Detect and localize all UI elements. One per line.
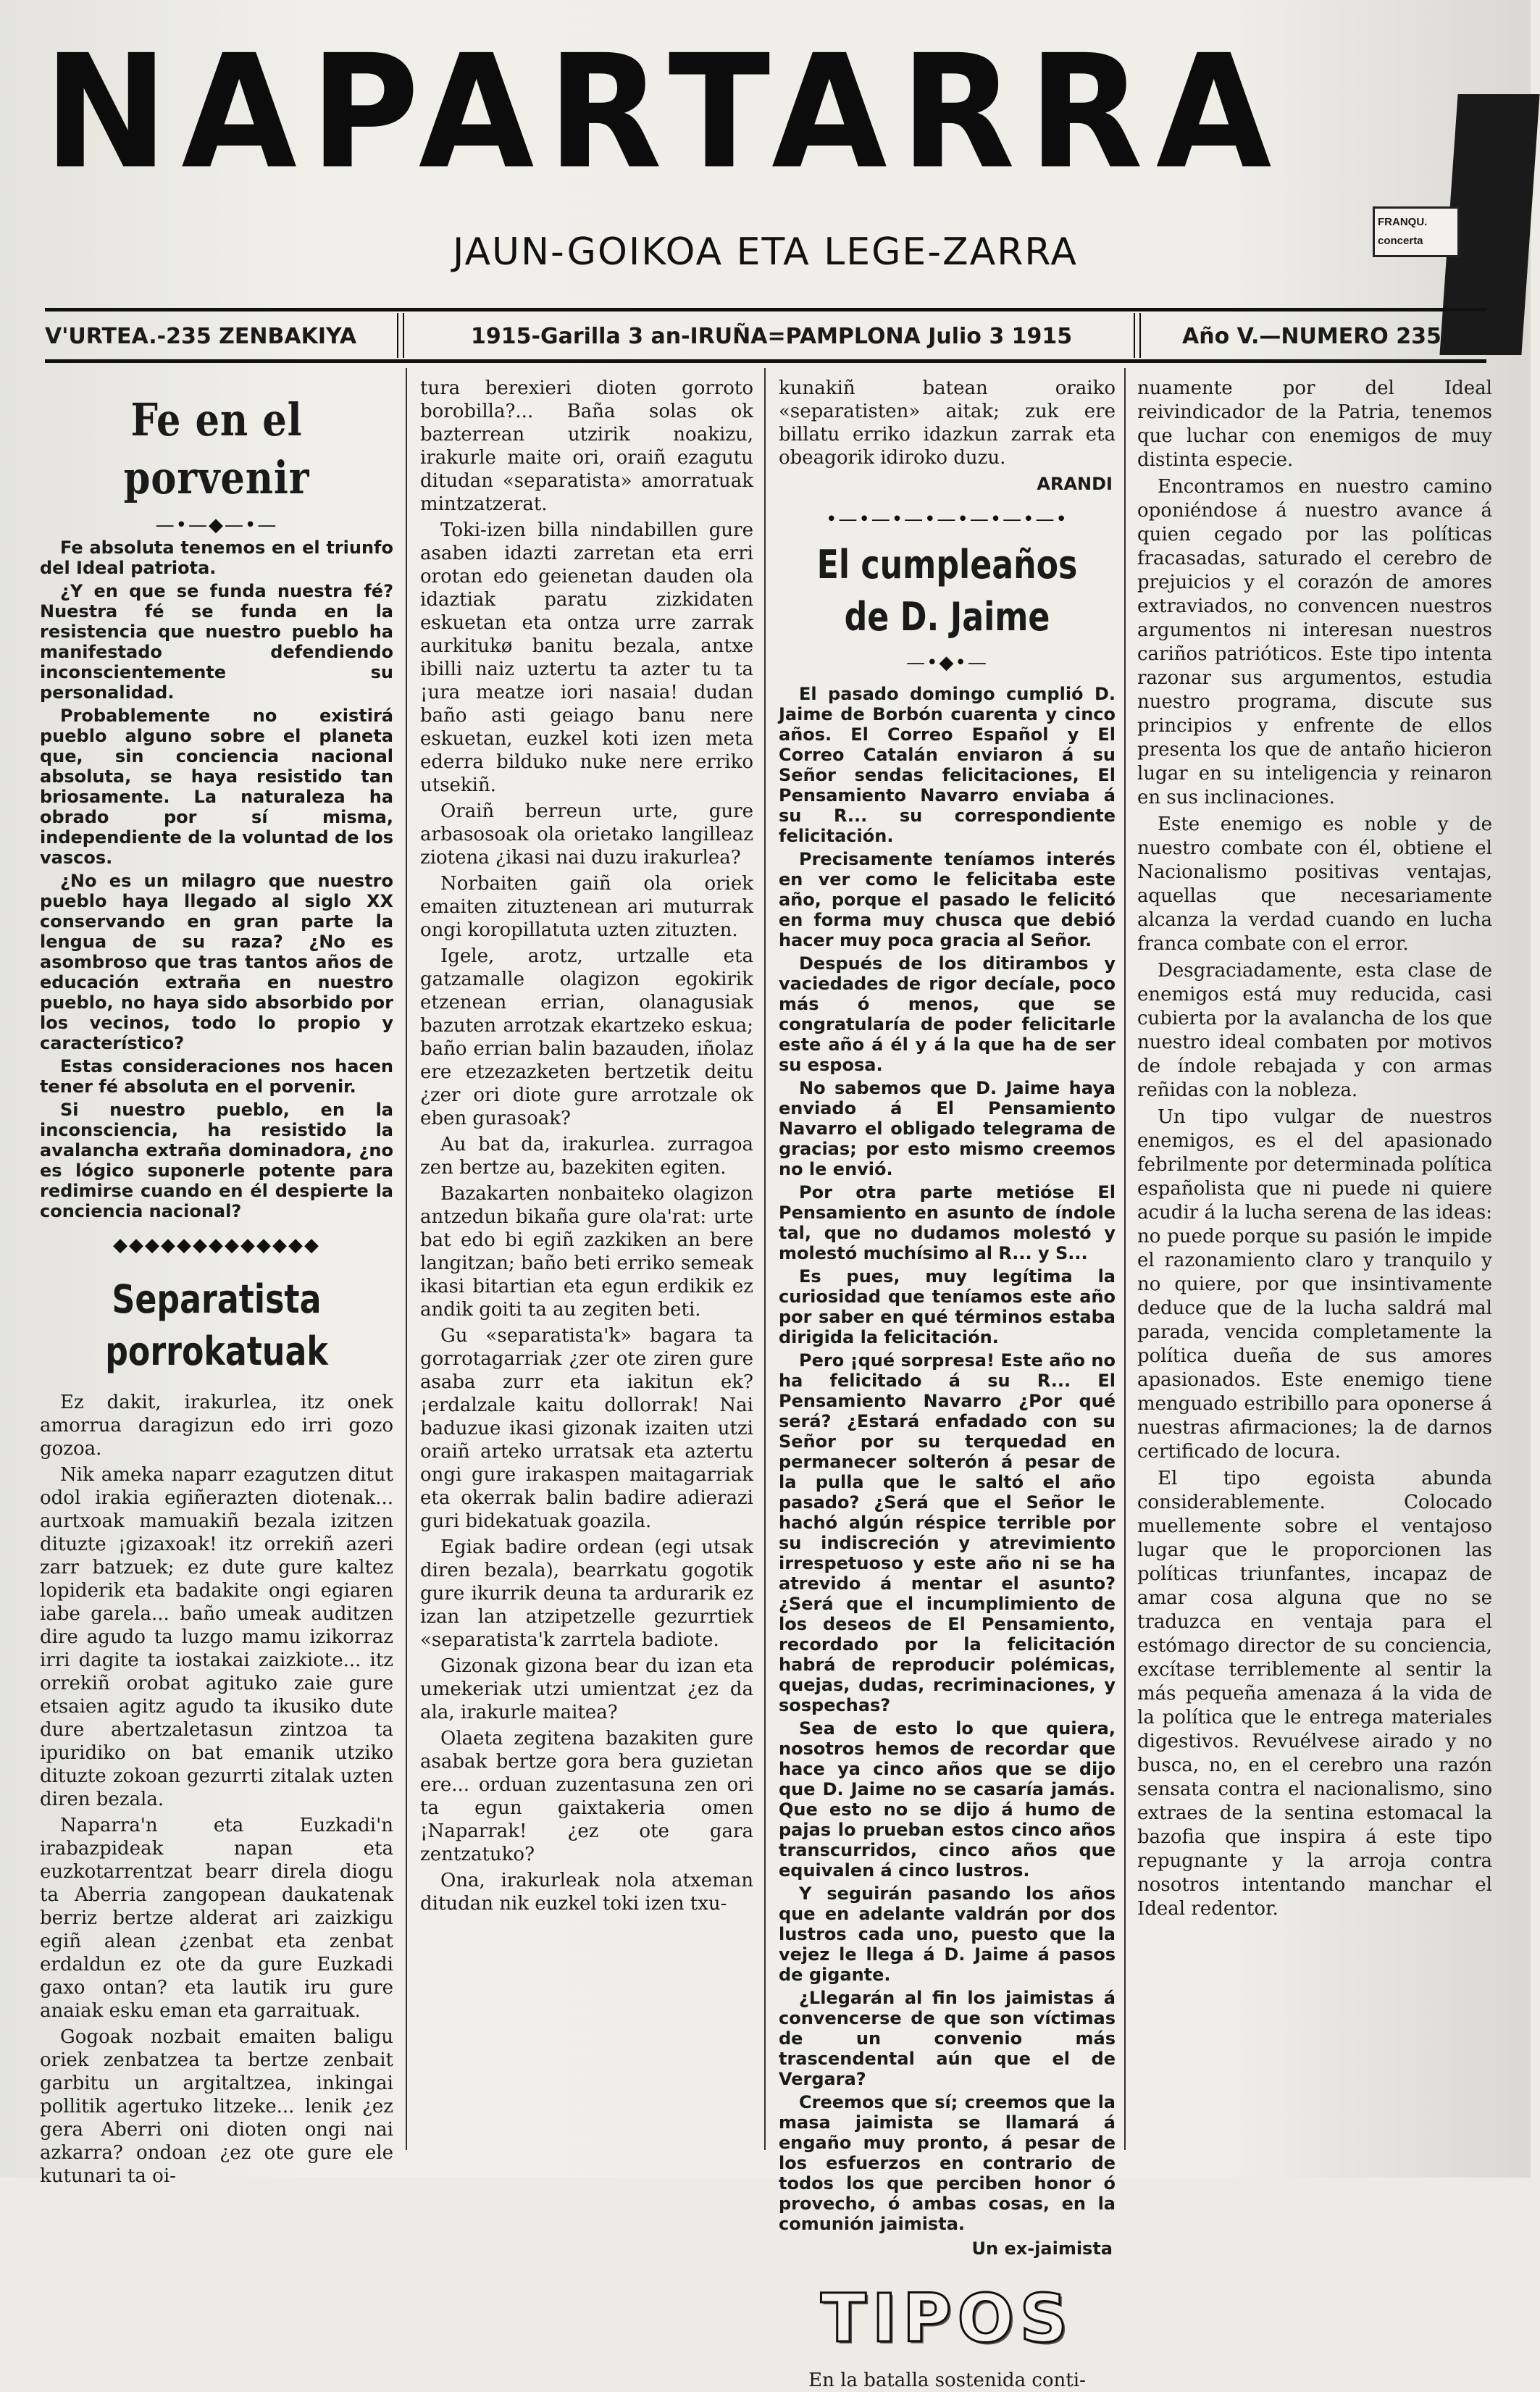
article-paragraph: Olaeta zegitena bazakiten gure asabak bertze gora bera guzietan ere... orduan zuzentasuna zen ori ta egun gaixtakeria omen ¡Naparrak! ¿ez ote gara zentzatuko? bbox=[420, 1728, 753, 1865]
article-paragraph: El pasado domingo cumplió D. Jaime de Borbón cuarenta y cinco años. El Correo Español y El Correo Catalán enviaron á su Señor sendas felicitaciones, El Pensamiento Navarro enviaba á su R... su correspondiente felicitación. bbox=[779, 684, 1116, 846]
article-paragraph: Naparra'n eta Euzkadi'n irabazpideak napan eta euzkotarrentzat bearr direla diogu ta Aberria zangopean daukatenak berriz bertze alderat ari zaizkigu egiñ alean ¿zenbat eta zenbat erdaldun ez ote da gure Euzkadi gaxo ontan? eta lautik iru gure anaiak esku eman eta garraituak. bbox=[40, 1815, 393, 2022]
column-rule bbox=[1124, 368, 1126, 2150]
article-paragraph: kunakiñ batean oraiko «separatisten» aitak; zuk ere billatu erriko idazkun zarrak eta obeagorik idiroko duzu. bbox=[779, 377, 1116, 469]
dateline-divider bbox=[397, 313, 404, 358]
column-rule bbox=[764, 368, 766, 2150]
article-paragraph: Igele, arotz, urtzalle eta gatzamalle olagizon egokirik etzenean errian, olanagusiak bazuten arrotzak ekartzeko eskua; baño errian balin bazauden, iñolaz ere etzezazketen bertzetik deitu ¿zer ori diote gure arrotzale ok eben gurasoak? bbox=[420, 945, 753, 1129]
article-paragraph: Toki-izen billa nindabillen gure asaben idazti zarretan eta erri orotan edo geienetan dauden ola idaztiak paratu zizkidaten eskuetan eta ontza urre zarrak aurkitukø banitu bezala, antxe ibilli naiz uztertu ta azter tu ta ¡ura meatze iori nasaia! dudan baño asti geiago banu nere eskuetan, euzkel koti izen meta ederra bilduko nuke nere erriko utsekiñ. bbox=[420, 519, 753, 796]
column-3 bbox=[779, 377, 1116, 2391]
article-paragraph: Creemos que sí; creemos que la masa jaimista se llamará á engaño muy pronto, á pesar de los esfuerzos en contrario de todos los que perciben honor ó provecho, ó ambas cosas, en la comunión jaimista. bbox=[779, 2092, 1116, 2234]
article-paragraph: Nik ameka naparr ezagutzen ditut odol irakia egiñerazten diotenak... aurtxoak mamuakiñ bezala izitzen dituzte ¡gizaxoak! itz orrekiñ azeri zarr batzuek; ez dute gure kaltez lopiderik eta badakite ongi egiaren iabe garela... baño umeak auditzen dire agudo ta luzgo mamu izikorraz irri dagite ta iostakai zaizkiote... itz orrekiñ orobat agituko zaie gure etsaien agitz agudo ta ikusiko dute dure abertzaletasun zintzoa ta ipuridiko on bat emanik utziko dituzte zokoan gezurrti zitalak uzten diren bezala. bbox=[40, 1464, 393, 1810]
column-4 bbox=[1137, 377, 1492, 2166]
article-paragraph: Precisamente teníamos interés en ver como le felicitaba este año, porque el pasado le felicitó en forma muy chusca que debió hacer muy poca gracia al Señor. bbox=[779, 849, 1116, 950]
article-paragraph: Y seguirán pasando los años que en adelante valdrán por dos lustros cada uno, puesto que la vejez le llega á D. Jaime á pasos de gigante. bbox=[779, 1883, 1116, 1985]
article-paragraph: Oraiñ berreun urte, gure arbasosoak ola orietako langilleaz ziotena ¿ikasi nai duzu irakurlea? bbox=[420, 800, 753, 869]
article-paragraph: Si nuestro pueblo, en la inconsciencia, ha resistido la avalancha extraña dominadora, ¿no es lógico suponerle potente para redimirse cuando en él despierte la conciencia nacional? bbox=[40, 1100, 393, 1221]
article-paragraph: Gizonak gizona bear du izan eta umekeriak utzi umientzat ¿ez da ala, irakurle maitea? bbox=[420, 1655, 753, 1723]
column-2 bbox=[420, 377, 753, 2166]
article-paragraph: Desgraciadamente, esta clase de enemigos está muy reducida, casi cubierta por la avalancha de los que nuestro ideal combaten por motivos de índole rebajada y con armas reñidas con la nobleza. bbox=[1137, 960, 1492, 1101]
article-paragraph: Pero ¡qué sorpresa! Este año no ha felicitado á su R... El Pensamiento Navarro ¿Por qué será? ¿Estará enfadado con su Señor por su terquedad en permanecer solterón á pesar de la pulla que le saltó el año pasado? ¿Será que el Señor le hachó algún réspice terrible por su indiscreción y atrevimiento irrespetuoso y este año ni se ha atrevido á mentar el asunto? ¿Será que el incumplimiento de los deseos de El Pensamiento, recordado por la felicitación habrá de reproducir polémicas, quejas, dudas, recriminaciones, y sospechas? bbox=[779, 1350, 1116, 1715]
dateline-number: Año V.—NUMERO 235 bbox=[1182, 324, 1441, 349]
article-paragraph: Después de los ditirambos y vaciedades de rigor decíale, poco más ó menos, que se congratularía de poder felicitarle este año á él y á la que ha de ser su esposa. bbox=[779, 953, 1116, 1075]
masthead-title: NAPARTARRA bbox=[43, 21, 1285, 204]
article-paragraph: ¿Y en que se funda nuestra fé? Nuestra fé se funda en la resistencia que nuestro pueblo ha manifestado defendiendo inconscientemente su personalidad. bbox=[40, 581, 393, 703]
article-heading: TIPOS bbox=[821, 2280, 1074, 2357]
article-paragraph: tura berexieri dioten gorroto borobilla?... Baña solas ok bazterrean utzirik noakizu, irakurle maite ori, oraiñ ezagutu ditudan «separatista» amorratuak mintzatzerat. bbox=[420, 377, 753, 515]
dateline-date: 1915-Garilla 3 an-IRUÑA=PAMPLONA Julio 3 1915 bbox=[471, 324, 1073, 349]
article-paragraph: Ez dakit, irakurlea, itz onek amorrua daragizun edo irri gozo gozoa. bbox=[40, 1392, 393, 1460]
postage-stamp: FRANQU. concerta bbox=[1373, 206, 1460, 257]
ornament: —•◆•— bbox=[906, 652, 988, 674]
article-paragraph: Gu «separatista'k» bagara ta gorrotagarriak ¿zer ote ziren gure asaba zurr eta iakitun ek? ¡erdalzale kaitu dollorrak! Nai baduzue ikasi gizonak izaiten utzi oraiñ arteko urratsak eta aztertu ongi gure irakaspen maitagarriak eta okerrak balin badire adierazi guri bidekatuak goazila. bbox=[420, 1325, 753, 1532]
dateline-divider bbox=[1134, 313, 1141, 358]
article-paragraph: Au bat da, irakurlea. zurragoa zen bertze au, bazekiten egiten. bbox=[420, 1134, 753, 1179]
article-paragraph: Fe absoluta tenemos en el triunfo del Ideal patriota. bbox=[40, 538, 393, 578]
author-signature: Un ex-jaimista bbox=[971, 2238, 1113, 2259]
ornament: —•—◆—•— bbox=[155, 514, 278, 536]
bottom-rule bbox=[45, 359, 1486, 363]
author-signature: ARANDI bbox=[1037, 474, 1113, 494]
dateline-issue: V'URTEA.-235 ZENBAKIYA bbox=[45, 324, 357, 349]
article-paragraph: Por otra parte metióse El Pensamiento en asunto de índole tal, que no dudamos molestó y molestó muchísimo al R... y S... bbox=[779, 1182, 1116, 1263]
ornament: •—•—•—•—•—•—•—• bbox=[826, 509, 1068, 530]
article-paragraph: Gogoak nozbait emaiten baligu oriek zenbatzea ta bertze zenbait garbitu un argitaltzea, inkingai pollitik agertuko litzeke... lenik ¿ez gera Aberri oni dioten ongi nai azkarra? ondoan ¿ez ote gure ele kutunari ta oi- bbox=[40, 2026, 393, 2187]
column-1 bbox=[40, 377, 393, 2187]
article-paragraph: Probablemente no existirá pueblo alguno sobre el planeta que, sin conciencia nacional absoluta, se haya resistido tan briosamente. La naturaleza ha obrado por sí misma, independiente de la voluntad de los vascos. bbox=[40, 706, 393, 868]
top-rule bbox=[45, 308, 1486, 311]
article-paragraph: En la batalla sostenida conti- bbox=[808, 2370, 1086, 2391]
article-paragraph: Norbaiten gaiñ ola oriek emaiten zituztenean ari muturrak ongi koropillatuta uzten zituzten. bbox=[420, 873, 753, 941]
article-paragraph: Encontramos en nuestro camino oponiéndose á nuestro avance á quien cegado por las políticas fracasadas, saturado el cerebro de prejuicios y el corazón de amores extraviados, no convencen nuestros argumentos ni interesan nuestros cariños patrióticos. Este tipo intenta razonar sus argumentos, estudia nuestro programa, discute sus principios y enfrente de ellos presenta los que de antaño hicieron lugar en su inteligencia y reinaron en sus inclinaciones. bbox=[1137, 476, 1492, 808]
article-paragraph: El tipo egoista abunda considerablemente. Colocado muellemente sobre el ventajoso lugar que le proporcionen las políticas triunfantes, incapaz de amar cosa alguna que no se traduzca en ventaja para el estómago director de su conciencia, excítase terriblemente al sentir la más pequeña amenaza á la vida de la política que le entrega materiales digestivos. Revuélvese airado y no busca, no, en el cerebro una razón sensata contra el nacionalismo, sino extraes de la sentina estomacal la bazofia que inspira á este tipo repugnante y la arroja contra nosotros intentando manchar el Ideal redentor. bbox=[1137, 1468, 1492, 1920]
article-paragraph: Bazakarten nonbaiteko olagizon antzedun bikaña gure ola'rat: urte bat edo bi egiñ zazkiken an bere langitzan; baño beti erriko semeak ikasi bitartian eta egun erdikik ez andik goiti ta au zegiten beti. bbox=[420, 1183, 753, 1321]
article-heading: El cumpleaños de D. Jaime bbox=[816, 542, 1078, 640]
article-paragraph: Un tipo vulgar de nuestros enemigos, es el del apasionado febrilmente por determinada política españolista que ni puede ni quiere acudir á la lucha serena de las ideas: no puede porque su pasión le impide el razonamiento claro y tranquilo y no quiere, por que insintivamente deduce que de la lucha saldrá mal parada, vencida completamente la política dueña de sus amores apasionados. Este enemigo tiene menguado estribillo para oponerse á nuestras afirmaciones; la de darnos certificado de locura. bbox=[1137, 1106, 1492, 1463]
article-paragraph: ¿Llegarán al fin los jaimistas á convencerse de que son víctimas de un convenio más trascendental aún que el de Vergara? bbox=[779, 1988, 1116, 2089]
column-rule bbox=[406, 368, 407, 2150]
article-paragraph: Este enemigo es noble y de nuestro combate con él, obtiene el Nacionalismo positivas ventajas, aquellas que necesariamente alcanza la verdad cuando en lucha franca combate con el error. bbox=[1137, 814, 1492, 955]
article-paragraph: Ona, irakurleak nola atxeman ditudan nik euzkel toki izen txu- bbox=[420, 1870, 753, 1915]
article-paragraph: nuamente por del Ideal reivindicador de la Patria, tenemos que luchar con enemigos de muy distinta especie. bbox=[1137, 377, 1492, 471]
article-heading: Separatista porrokatuak bbox=[105, 1276, 328, 1374]
article-heading: Fe en el porvenir bbox=[123, 393, 310, 504]
article-paragraph: Es pues, muy legítima la curiosidad que teníamos este año por saber en qué términos estaba dirigida la felicitación. bbox=[779, 1266, 1116, 1347]
article-paragraph: ¿No es un milagro que nuestro pueblo haya llegado al siglo XX conservando en gran parte la lengua de su raza? ¿No es asombroso que tras tantos años de educación extraña en nuestro pueblo, no haya sido absorbido por los vecinos, todo lo propio y característico? bbox=[40, 871, 393, 1053]
article-paragraph: Sea de esto lo que quiera, nosotros hemos de recordar que hace ya cinco años que se dijo que D. Jaime no se casaría jamás. Que esto no se dijo á humo de pajas lo prueban estos cinco años transcurridos, cinco años que equivalen á cinco lustros. bbox=[779, 1718, 1116, 1881]
article-paragraph: Estas consideraciones nos hacen tener fé absoluta en el porvenir. bbox=[40, 1056, 393, 1097]
ornament: ◆◆◆◆◆◆◆◆◆◆◆◆◆ bbox=[113, 1234, 320, 1256]
article-paragraph: Egiak badire ordean (egi utsak diren bezala), bearrkatu gogotik gure ikurrik deuna ta ardurarik ez izan lan atzipetzelle gezurrtiek «separatista'k zarrtela badiote. bbox=[420, 1536, 753, 1651]
masthead-subtitle: JAUN-GOIKOA ETA LEGE-ZARRA bbox=[453, 230, 1078, 274]
article-paragraph: No sabemos que D. Jaime haya enviado á El Pensamiento Navarro el obligado telegrama de gracias; por esto mismo creemos no le envió. bbox=[779, 1078, 1116, 1179]
